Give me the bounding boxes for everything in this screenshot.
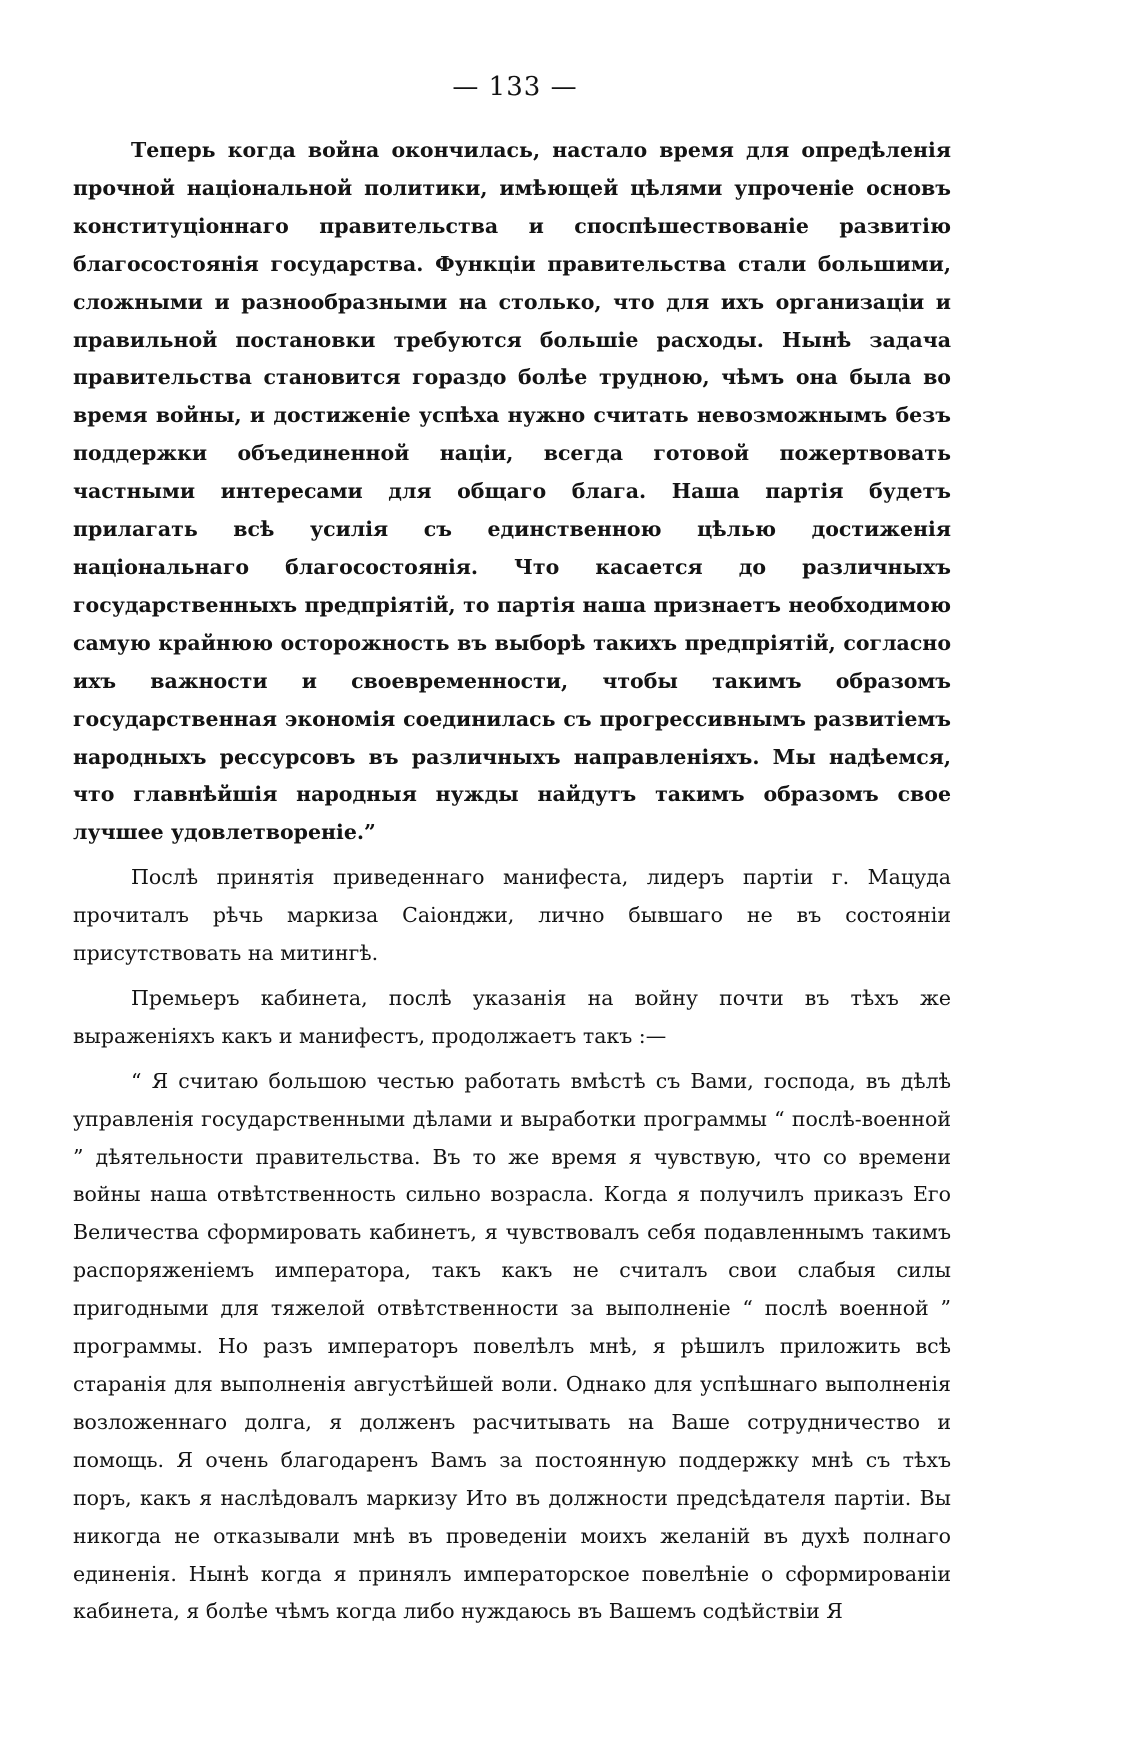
paragraph-saionji-speech: “ Я считаю большою честью работать вмѣстѣ съ Вами, господа, въ дѣлѣ управленія государственными дѣлами и выработки программы “ послѣ-военной ” дѣятельности правительства. Въ то же время я чувствую, что со времени войны наша отвѣтственность сильно возрасла. Когда я получилъ приказъ Его Величества сформировать кабинетъ, я чувствовалъ себя подавленнымъ такимъ распоряженіемъ императора, такъ какъ не считалъ свои слабыя силы пригодными для тяжелой отвѣтственности за выполненіе “ послѣ военной ” программы. Но разъ императоръ повелѣлъ мнѣ, я рѣшилъ приложить всѣ старанія для выполненія августѣйшей воли. Однако для успѣшнаго выполненія возложеннаго долга, я долженъ расчитывать на Ваше сотрудничество и помощь. Я очень благодаренъ Вамъ за постоянную поддержку мнѣ съ тѣхъ поръ, какъ я наслѣдовалъ маркизу Ито въ должности предсѣдателя партіи. Вы никогда не отказывали мнѣ въ проведеніи моихъ желаній въ духѣ полнаго единенія. Нынѣ когда я принялъ императорское повелѣніе о сформированіи кабинета, я болѣе чѣмъ когда либо нуждаюсь въ Вашемъ содѣйствіи Я [73,1068,951,1624]
paragraph-premier-intro: Премьеръ кабинета, послѣ указанія на войну почти въ тѣхъ же выраженіяхъ какъ и манифестъ, продолжаетъ такъ :— [73,985,951,1048]
paragraph-matsuda: Послѣ принятія приведеннаго манифеста, лидеръ партіи г. Мацуда прочиталъ рѣчь маркиза Саіонджи, лично бывшаго не въ состояніи присутствовать на митингѣ. [73,865,951,966]
page-number: — 133 — [452,72,578,102]
body-text [73,132,951,1631]
paragraph-manifesto-end: Теперь когда война окончилась, настало время для опредѣленія прочной національной политики, имѣющей цѣлями упроченіе основъ конституціоннаго правительства и споспѣшествованіе развитію благосостоянія государства. Функціи правительства стали большими, сложными и разнообразными на столько, что для ихъ организаціи и правильной постановки требуются большіе расходы. Нынѣ задача правительства становится гораздо болѣе трудною, чѣмъ она была во время войны, и достиженіе успѣха нужно считать невозможнымъ безъ поддержки объединенной націи, всегда готовой пожертвовать частными интересами для общаго блага. Наша партія будетъ прилагать всѣ усилія съ единственною цѣлью достиженія національнаго благосостоянія. Что касается до различныхъ государственныхъ предпріятій, то партія наша признаетъ необходимою самую крайнюю осторожность въ выборѣ такихъ предпріятій, согласно ихъ важности и своевременности, чтобы такимъ образомъ государственная экономія соединилась съ прогрессивнымъ развитіемъ народныхъ рессурсовъ въ различныхъ направленіяхъ. Мы надѣемся, что главнѣйшія народныя нужды найдутъ такимъ образомъ свое лучшее удовлетвореніе.” [73,138,951,845]
